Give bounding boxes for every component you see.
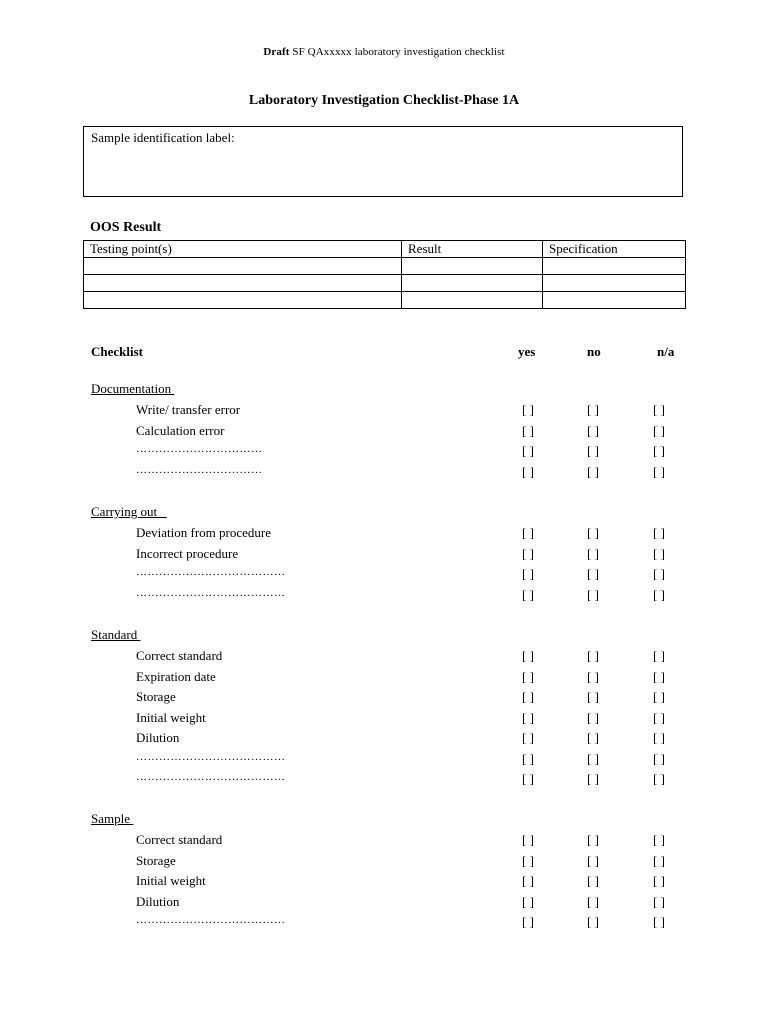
checklist-item-label: Initial weight [136,709,206,725]
checkbox-na[interactable]: [ ] [653,402,665,417]
checkbox-no[interactable]: [ ] [587,545,599,561]
table-row [84,275,686,292]
checklist-row [0,587,768,607]
checkbox-na[interactable]: [ ] [653,463,665,479]
table-cell[interactable] [402,275,543,292]
column-header-testing-points: Testing point(s) [84,241,402,258]
checklist-row [0,710,768,730]
checkbox-yes[interactable]: [ ] [522,832,534,847]
checklist-row [0,689,768,709]
table-cell[interactable] [84,275,402,292]
checkbox-na[interactable]: [ ] [653,873,665,888]
checkbox-na[interactable]: [ ] [653,422,665,438]
fill-in-line[interactable]: ………………………………… [136,566,286,578]
sample-identification-box[interactable] [83,126,683,197]
checkbox-no[interactable]: [ ] [587,648,599,663]
checkbox-na[interactable]: [ ] [653,525,665,540]
checkbox-yes[interactable]: [ ] [522,545,534,561]
checkbox-yes[interactable]: [ ] [522,648,534,663]
checkbox-yes[interactable]: [ ] [522,566,534,581]
checklist-item-label: Storage [136,852,176,868]
checkbox-no[interactable]: [ ] [587,566,599,581]
column-header-na: n/a [657,344,675,359]
column-header-yes: yes [518,344,536,359]
fill-in-line[interactable]: ………………………………… [136,586,286,599]
checklist-item-label: Correct standard [136,832,223,847]
checkbox-no[interactable]: [ ] [587,771,599,786]
draft-label: Draft [263,46,290,58]
checklist-row [0,423,768,443]
checklist-item-label: Correct standard [136,648,223,663]
checklist-item-label: Dilution [136,893,180,909]
oos-result-table [83,240,686,309]
checklist-item-label: Initial weight [136,873,206,888]
checklist-item-label: Dilution [136,730,180,745]
checklist-row [0,771,768,791]
checkbox-yes[interactable]: [ ] [522,750,534,766]
checkbox-na[interactable]: [ ] [653,668,665,684]
checkbox-na[interactable]: [ ] [653,443,665,458]
checklist-item-label: Expiration date [136,668,216,684]
checkbox-no[interactable]: [ ] [587,873,599,888]
checkbox-yes[interactable]: [ ] [522,443,534,458]
checklist-item-label: Calculation error [136,422,225,438]
checkbox-yes[interactable]: [ ] [522,402,534,417]
checkbox-yes[interactable]: [ ] [522,852,534,868]
sample-identification-label: Sample identification label: [91,130,235,145]
checkbox-na[interactable]: [ ] [653,771,665,786]
checkbox-no[interactable]: [ ] [587,422,599,438]
checklist-row [0,914,768,934]
checklist-item-label: Incorrect procedure [136,545,239,561]
checklist-row [0,832,768,852]
checkbox-na[interactable]: [ ] [653,832,665,847]
checkbox-na[interactable]: [ ] [653,893,665,909]
checklist-row [0,402,768,422]
checkbox-no[interactable]: [ ] [587,832,599,847]
checklist-row [0,566,768,586]
checkbox-no[interactable]: [ ] [587,750,599,766]
checkbox-yes[interactable]: [ ] [522,525,534,540]
checkbox-na[interactable]: [ ] [653,709,665,725]
checkbox-na[interactable]: [ ] [653,586,665,602]
checkbox-na[interactable]: [ ] [653,545,665,561]
page-title: Laboratory Investigation Checklist-Phase 1A [248,93,520,108]
checklist-row [0,853,768,873]
checklist-row [0,525,768,545]
document-header [0,46,768,58]
checkbox-na[interactable]: [ ] [653,914,665,929]
table-header-row [84,241,686,258]
checkbox-yes[interactable]: [ ] [522,689,534,704]
table-cell[interactable] [543,292,686,309]
fill-in-line[interactable]: ………………………………… [136,914,286,926]
checkbox-yes[interactable]: [ ] [522,668,534,684]
checkbox-na[interactable]: [ ] [653,566,665,581]
oos-result-heading: OOS Result [90,220,162,235]
fill-in-line[interactable]: ………………………………… [136,771,286,783]
checklist-row [0,443,768,463]
checkbox-na[interactable]: [ ] [653,689,665,704]
checkbox-no[interactable]: [ ] [587,443,599,458]
checklist-title: Checklist [91,344,143,359]
table-cell[interactable] [543,275,686,292]
checkbox-no[interactable]: [ ] [587,668,599,684]
table-row [84,292,686,309]
checklist-row [0,464,768,484]
fill-in-line[interactable]: ………………………………… [136,750,286,763]
checkbox-yes[interactable]: [ ] [522,873,534,888]
checklist-item-label: Deviation from procedure [136,525,272,540]
checkbox-no[interactable]: [ ] [587,852,599,868]
checkbox-no[interactable]: [ ] [587,463,599,479]
fill-in-line[interactable]: …………………………… [136,463,263,476]
checkbox-yes[interactable]: [ ] [522,422,534,438]
checkbox-yes[interactable]: [ ] [522,771,534,786]
checklist-row [0,648,768,668]
checklist-row [0,546,768,566]
checkbox-no[interactable]: [ ] [587,586,599,602]
checkbox-no[interactable]: [ ] [587,402,599,417]
checkbox-yes[interactable]: [ ] [522,893,534,909]
checklist-row [0,873,768,893]
checkbox-na[interactable]: [ ] [653,852,665,868]
section-heading: Standard [91,627,141,642]
checkbox-no[interactable]: [ ] [587,525,599,540]
section-heading: Carrying out [91,504,167,519]
checkbox-yes[interactable]: [ ] [522,914,534,929]
column-header-specification: Specification [543,241,686,258]
checkbox-na[interactable]: [ ] [653,750,665,766]
table-cell[interactable] [84,292,402,309]
checkbox-no[interactable]: [ ] [587,914,599,929]
checkbox-no[interactable]: [ ] [587,689,599,704]
checkbox-na[interactable]: [ ] [653,648,665,663]
fill-in-line[interactable]: …………………………… [136,443,263,455]
checkbox-no[interactable]: [ ] [587,709,599,725]
checkbox-yes[interactable]: [ ] [522,709,534,725]
checklist-item-label: Storage [136,689,176,704]
table-cell[interactable] [84,258,402,275]
checklist-row [0,669,768,689]
table-cell[interactable] [543,258,686,275]
checkbox-yes[interactable]: [ ] [522,463,534,479]
checkbox-no[interactable]: [ ] [587,730,599,745]
table-row [84,258,686,275]
checkbox-yes[interactable]: [ ] [522,730,534,745]
column-header-result: Result [402,241,543,258]
checkbox-no[interactable]: [ ] [587,893,599,909]
column-header-no: no [587,344,601,359]
checklist-item-label: Write/ transfer error [136,402,241,417]
checkbox-yes[interactable]: [ ] [522,586,534,602]
header-text: SF QAxxxxx laboratory investigation checklist [289,46,505,58]
section-heading: Documentation [91,381,175,396]
checklist-row [0,751,768,771]
checkbox-na[interactable]: [ ] [653,730,665,745]
table-cell[interactable] [402,258,543,275]
section-heading: Sample [91,811,134,826]
table-cell[interactable] [402,292,543,309]
checklist-row [0,894,768,914]
checklist-row [0,730,768,750]
